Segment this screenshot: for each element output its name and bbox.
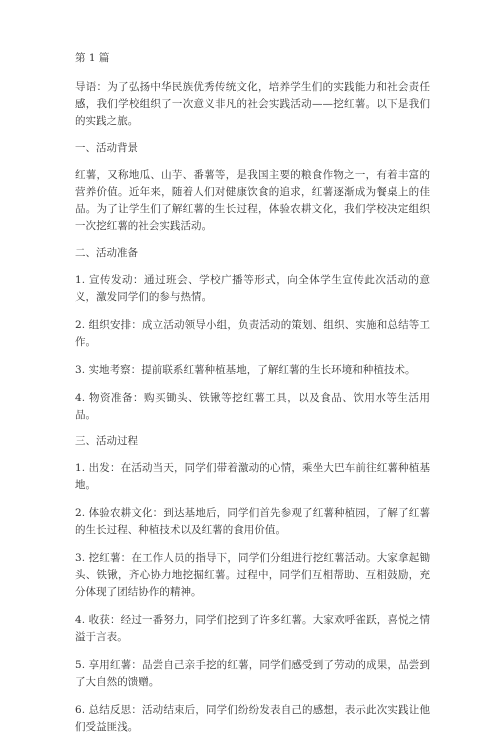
process-item-2: 2. 体验农耕文化：到达基地后，同学们首先参观了红薯种植园，了解了红薯的生长过程、种植技术以及红薯的食用价值。 xyxy=(75,507,430,536)
section-heading-process: 三、活动过程 xyxy=(75,435,138,447)
process-item-6: 6. 总结反思：活动结束后，同学们纷纷发表自己的感想，表示此次实践让他们受益匪浅。 xyxy=(75,704,430,733)
process-item-3: 3. 挖红薯：在工作人员的指导下，同学们分组进行挖红薯活动。大家拿起锄头、铁锹，齐心协力地挖掘红薯。过程中，同学们互相帮助、互相鼓励，充分体现了团结协作的精神。 xyxy=(75,552,430,598)
section-heading-preparation: 二、活动准备 xyxy=(75,247,138,259)
page-label: 第 1 篇 xyxy=(75,52,110,64)
background-paragraph: 红薯，又称地瓜、山芋、番薯等，是我国主要的粮食作物之一，有着丰富的营养价值。近年来，随着人们对健康饮食的追求，红薯逐渐成为餐桌上的佳品。为了让学生们了解红薯的生长过程，体验农耕文化，我们学校决定组织一次挖红薯的社会实践活动。 xyxy=(75,169,430,232)
preparation-item-2: 2. 组织安排：成立活动领导小组，负责活动的策划、组织、实施和总结等工作。 xyxy=(75,319,430,348)
preparation-item-1: 1. 宣传发动：通过班会、学校广播等形式，向全体学生宣传此次活动的意义，激发同学们的参与热情。 xyxy=(75,274,430,303)
process-item-5: 5. 享用红薯：品尝自己亲手挖的红薯，同学们感受到了劳动的成果，品尝到了大自然的馈赠。 xyxy=(75,659,430,688)
intro-paragraph: 导语：为了弘扬中华民族优秀传统文化，培养学生们的实践能力和社会责任感，我们学校组织了一次意义非凡的社会实践活动——挖红薯。以下是我们的实践之旅。 xyxy=(75,81,430,127)
process-item-1: 1. 出发：在活动当天，同学们带着激动的心情，乘坐大巴车前往红薯种植基地。 xyxy=(75,462,430,491)
preparation-item-4: 4. 物资准备：购买锄头、铁锹等挖红薯工具，以及食品、饮用水等生活用品。 xyxy=(75,392,430,421)
section-heading-background: 一、活动背景 xyxy=(75,142,138,154)
preparation-item-3: 3. 实地考察：提前联系红薯种植基地，了解红薯的生长环境和种植技术。 xyxy=(75,364,416,376)
process-item-4: 4. 收获：经过一番努力，同学们挖到了许多红薯。大家欢呼雀跃，喜悦之情溢于言表。 xyxy=(75,614,430,643)
